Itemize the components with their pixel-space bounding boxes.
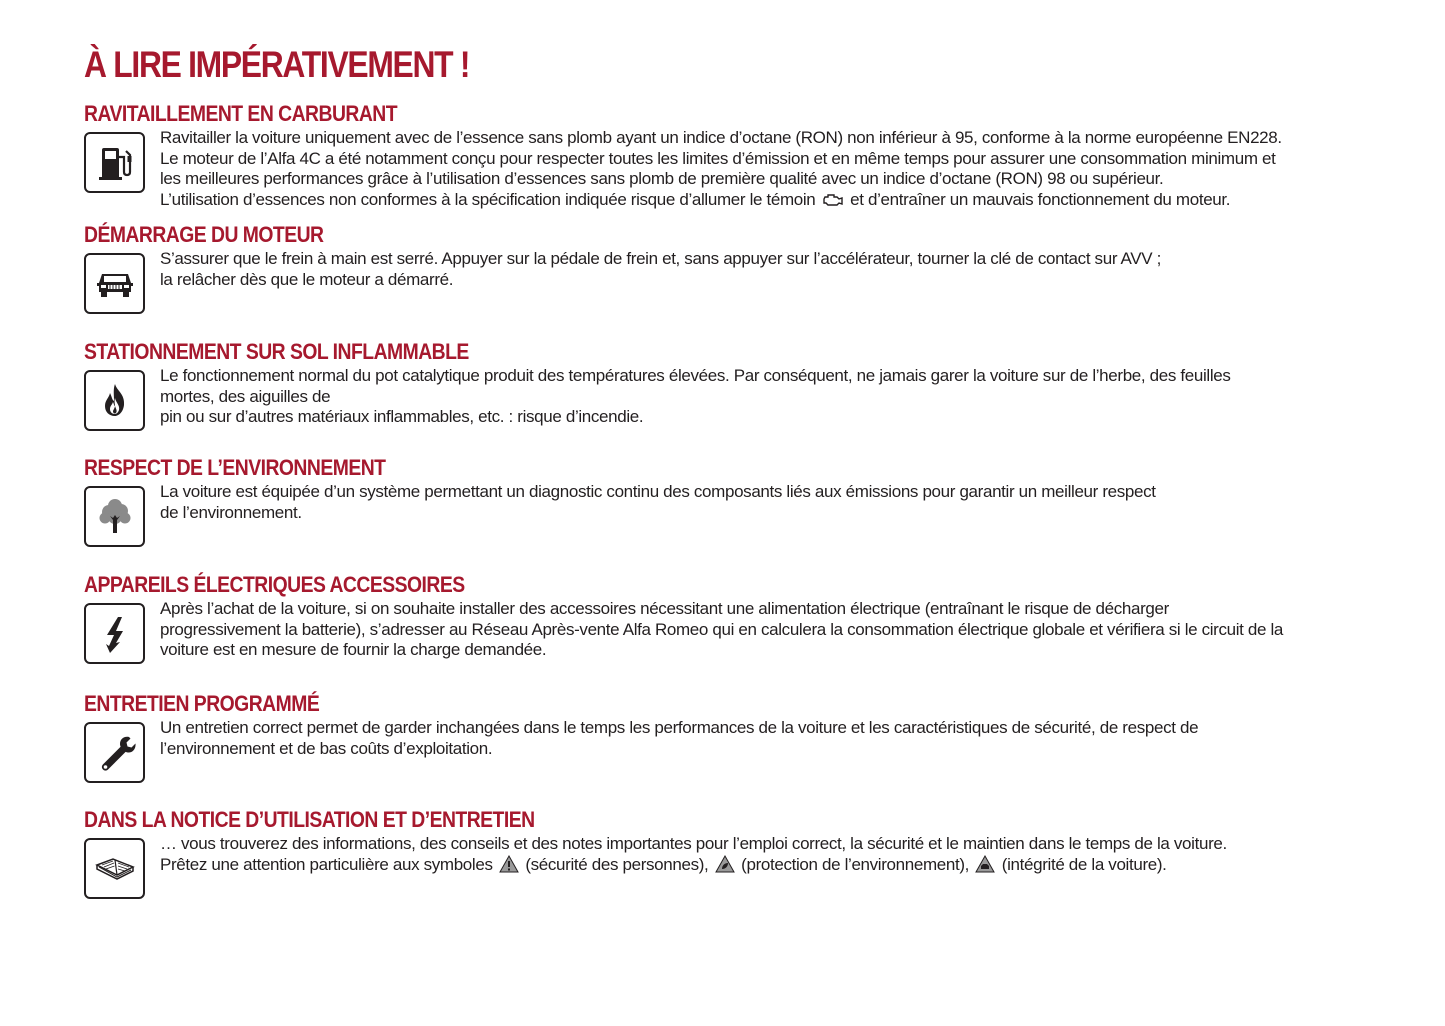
open-book-icon: [84, 838, 145, 899]
text-line: La voiture est équipée d’un système permettant un diagnostic continu des composants liés aux émissions pour garantir un meilleur respect: [160, 482, 1156, 501]
flame-icon: [84, 370, 145, 431]
text-line: la relâcher dès que le moteur a démarré.: [160, 269, 454, 289]
section-title: STATIONNEMENT SUR SOL INFLAMMABLE: [84, 339, 469, 364]
text-line: voiture est en mesure de fournir la charge demandée.: [160, 640, 547, 660]
text-segment: (sécurité des personnes),: [525, 854, 709, 874]
wrench-icon: [84, 722, 145, 783]
section-maintenance: [84, 691, 1334, 759]
text-line: les meilleures performances grâce à l’utilisation d’essences sans plomb de première qualité avec un indice d’octane (RON) 98 ou supérieur.: [160, 169, 1164, 189]
section-flammable-ground: [84, 339, 1334, 428]
text-line: [160, 855, 1334, 879]
text-line: de l’environnement.: [160, 502, 302, 522]
tree-icon: [84, 486, 145, 547]
section-electrical: [84, 572, 1334, 661]
text-line: progressivement la batterie), s’adresser au Réseau Après-vente Alfa Romeo qui en calculera la consommation électrique globale et vérifiera si le circuit de la: [160, 619, 1284, 639]
text-line: Après l’achat de la voiture, si on souhaite installer des accessoires nécessitant une alimentation électrique (entraînant le risque de décharger: [160, 599, 1169, 618]
text-line: Le moteur de l’Alfa 4C a été notamment conçu pour respecter toutes les limites d’émission et en même temps pour assurer une consommation minimum et: [160, 148, 1276, 168]
warning-car-icon: [975, 855, 995, 879]
text-segment: (intégrité de la voiture).: [1001, 854, 1167, 874]
section-environment: [84, 455, 1334, 523]
page-title: À LIRE IMPÉRATIVEMENT !: [84, 44, 470, 85]
text-line: Ravitailler la voiture uniquement avec de l’essence sans plomb ayant un indice d’octane (RON) non inférieur à 95, conforme à la norme européenne EN228.: [160, 128, 1282, 147]
text-segment: Prêtez une attention particulière aux symboles: [160, 854, 493, 874]
text-segment: L’utilisation d’essences non conformes à la spécification indiquée risque d’allumer le témoin: [160, 189, 816, 209]
text-line: S’assurer que le frein à main est serré. Appuyer sur la pédale de frein et, sans appuyer sur l’accélérateur, tourner la clé de contact sur AVV ;: [160, 249, 1162, 268]
section-owner-manual: [84, 807, 1334, 878]
lightning-bolt-icon: [84, 603, 145, 664]
section-title: DANS LA NOTICE D’UTILISATION ET D’ENTRETIEN: [84, 807, 535, 832]
car-front-icon: [84, 253, 145, 314]
section-title: ENTRETIEN PROGRAMMÉ: [84, 691, 320, 716]
text-segment: (protection de l’environnement),: [741, 854, 970, 874]
section-title: RAVITAILLEMENT EN CARBURANT: [84, 101, 398, 126]
fuel-pump-icon: [84, 132, 145, 193]
text-line: [160, 190, 1334, 214]
engine-warning-icon: [822, 192, 844, 214]
warning-person-icon: [499, 855, 519, 879]
section-engine-start: [84, 222, 1334, 290]
text-line: … vous trouverez des informations, des conseils et des notes importantes pour l’emploi correct, la sécurité et le maintien dans le temps de la voiture.: [160, 834, 1227, 853]
section-title: APPAREILS ÉLECTRIQUES ACCESSOIRES: [84, 572, 465, 597]
section-fuel: [84, 101, 1334, 213]
text-line: Un entretien correct permet de garder inchangées dans le temps les performances de la voiture et les caractéristiques de sécurité, de respect de: [160, 718, 1199, 737]
section-title: DÉMARRAGE DU MOTEUR: [84, 222, 324, 247]
text-line: mortes, des aiguilles de: [160, 386, 331, 406]
text-line: pin ou sur d’autres matériaux inflammables, etc. : risque d’incendie.: [160, 407, 644, 427]
text-line: l’environnement et de bas coûts d’exploitation.: [160, 738, 493, 758]
text-segment: et d’entraîner un mauvais fonctionnement du moteur.: [850, 189, 1231, 209]
warning-leaf-icon: [715, 855, 735, 879]
section-title: RESPECT DE L’ENVIRONNEMENT: [84, 455, 386, 480]
text-line: Le fonctionnement normal du pot catalytique produit des températures élevées. Par conséquent, ne jamais garer la voiture sur de l’herbe, des feuilles: [160, 366, 1231, 385]
